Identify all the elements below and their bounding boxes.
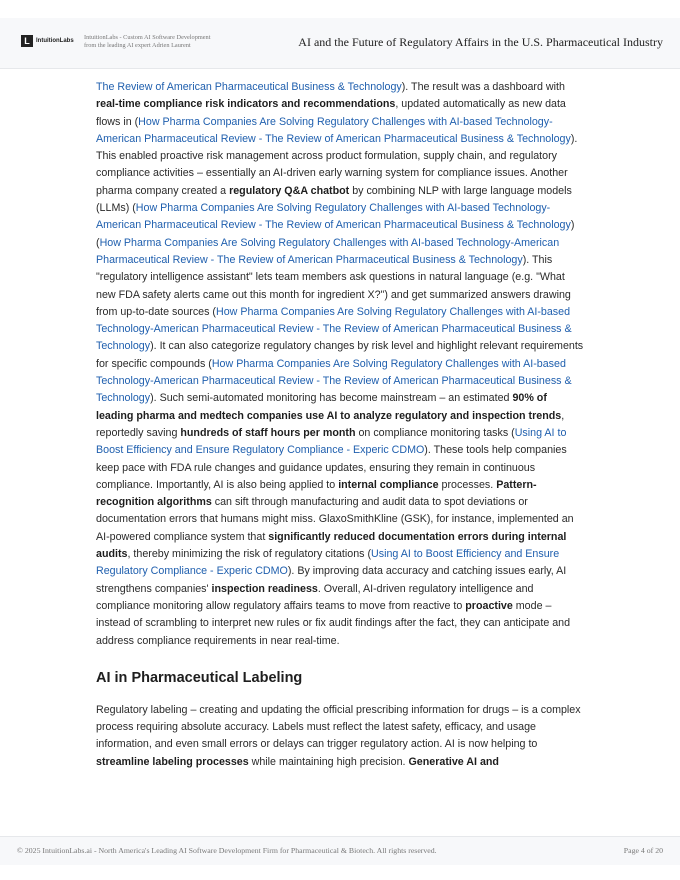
intuitionlabs-logo[interactable] [21,35,74,47]
body-text: ). The result was a dashboard with [401,81,565,93]
citation-link[interactable]: How Pharma Companies Are Solving Regulatory Challenges with AI-based Technology-American Pharmaceutical Review - The Review of American Pharmaceutical Business & Technology [96,236,560,266]
body-text: processes. [438,478,497,491]
body-text: ). It can also categorize regulatory changes by risk level and highlight relevant requirements for specific compounds ( [96,340,584,370]
citation-link[interactable]: How Pharma Companies Are Solving Regulatory Challenges with AI-based Technology-American Pharmaceutical Review - The Review of American Pharmaceutical Business & Technology [96,202,571,232]
body-text: , thereby minimizing the risk of regulatory citations ( [127,548,372,561]
bold-text: regulatory Q&A chatbot [229,184,350,197]
bold-text: proactive [465,599,513,612]
citation-link[interactable]: The Review of American Pharmaceutical Business & Technology [96,81,402,93]
bold-text: 90% of leading pharma and medtech companies use AI to analyze regulatory and inspection trends [96,392,562,422]
citation-link[interactable]: Using AI to Boost Efficiency and Ensure Regulatory Compliance - Experic CDMO [96,426,567,457]
paragraph-labeling [96,702,586,771]
body-text: ). These tools help companies keep pace with FDA rule changes and guidance updates, ensuring they remain in continuous compliance. Importantly, AI is also being applied to [96,444,567,491]
bold-text: significantly reduced documentation errors during internal audits [96,530,567,561]
citation-link[interactable]: How Pharma Companies Are Solving Regulatory Challenges with AI-based Technology-American Pharmaceutical Review - The Review of American Pharmaceutical Business & Technology [96,115,571,145]
citation-link[interactable]: Using AI to Boost Efficiency and Ensure Regulatory Compliance - Experic CDMO [96,548,560,578]
body-text: can sift through manufacturing and audit data to spot deviations or documentation errors that humans might miss. GlaxoSmithKline (GSK), for instance, implemented an AI-powered compliance system that [96,496,574,543]
body-text: mode – instead of scrambling to interpret new rules or fix audit findings after the fact, they can anticipate and address compliance requirements in near real-time. [96,599,571,647]
bold-text: real-time compliance risk indicators and recommendations [96,98,396,111]
logo-icon: L [21,35,33,47]
body-text: while maintaining high precision. [248,755,409,768]
citation-link[interactable]: How Pharma Companies Are Solving Regulatory Challenges with AI-based Technology-American Pharmaceutical Review - The Review of American Pharmaceutical Business & Technology [96,357,572,405]
bold-text: streamline labeling processes [96,755,249,768]
bold-text: inspection readiness [211,582,318,595]
footer-copyright: © 2025 IntuitionLabs.ai - North America's Leading AI Software Development Firm for Pharmaceutical & Biotech. All rights reserved. [17,846,437,855]
body-text: on compliance monitoring tasks ( [355,426,515,439]
body-text: Regulatory labeling – creating and updating the official prescribing information for drugs – is a complex process requiring absolute accuracy. Labels must reflect the latest safety, efficacy, and usage information, and even small errors or delays can trigger regulatory action. AI is now helping to [96,703,581,751]
paragraph-compliance-monitoring [96,79,586,650]
body-text: . Overall, AI-driven regulatory intelligence and compliance monitoring allow regulatory affairs teams to move from reactive to [96,582,534,612]
bold-text: hundreds of staff hours per month [180,426,356,439]
logo-text: IntuitionLabs [36,38,74,44]
bold-text: internal compliance [338,478,439,491]
body-text: , reportedly saving [96,409,565,439]
document-title: AI and the Future of Regulatory Affairs in the U.S. Pharmaceutical Industry [298,35,663,49]
body-text: ) ( [96,219,575,249]
body-text: ). This "regulatory intelligence assistant" lets team members ask questions in natural language (e.g. "What new FDA safety alerts came out this month for ingredient X?") and get summarized answers drawing from up-to-date sources ( [96,253,571,318]
body-text: ). This enabled proactive risk management across product formulation, supply chain, and regulatory compliance activities – essentially an AI-driven early warning system for compliance issues. Another pharma company created a [96,132,578,197]
document-body [96,79,586,771]
page-header [0,18,680,69]
body-text: , updated automatically as new data flows in ( [96,98,566,128]
page-number: Page 4 of 20 [623,846,663,855]
tagline-line-1: IntuitionLabs - Custom AI Software Development [84,34,211,41]
bold-text: Pattern-recognition algorithms [96,478,537,509]
tagline-line-2: from the leading AI expert Adrien Laurent [84,42,191,49]
page-footer [0,836,680,865]
body-text: by combining NLP with large language models (LLMs) ( [96,184,572,215]
section-heading: AI in Pharmaceutical Labeling [96,669,303,686]
header-tagline [84,34,234,50]
citation-link[interactable]: How Pharma Companies Are Solving Regulatory Challenges with AI-based Technology-American Pharmaceutical Review - The Review of American Pharmaceutical Business & Technology [96,305,572,353]
body-text: ). By improving data accuracy and catching issues early, AI strengthens companies' [96,565,567,595]
bold-text: Generative AI and [408,755,499,768]
body-text: ). Such semi-automated monitoring has become mainstream – an estimated [150,392,513,405]
